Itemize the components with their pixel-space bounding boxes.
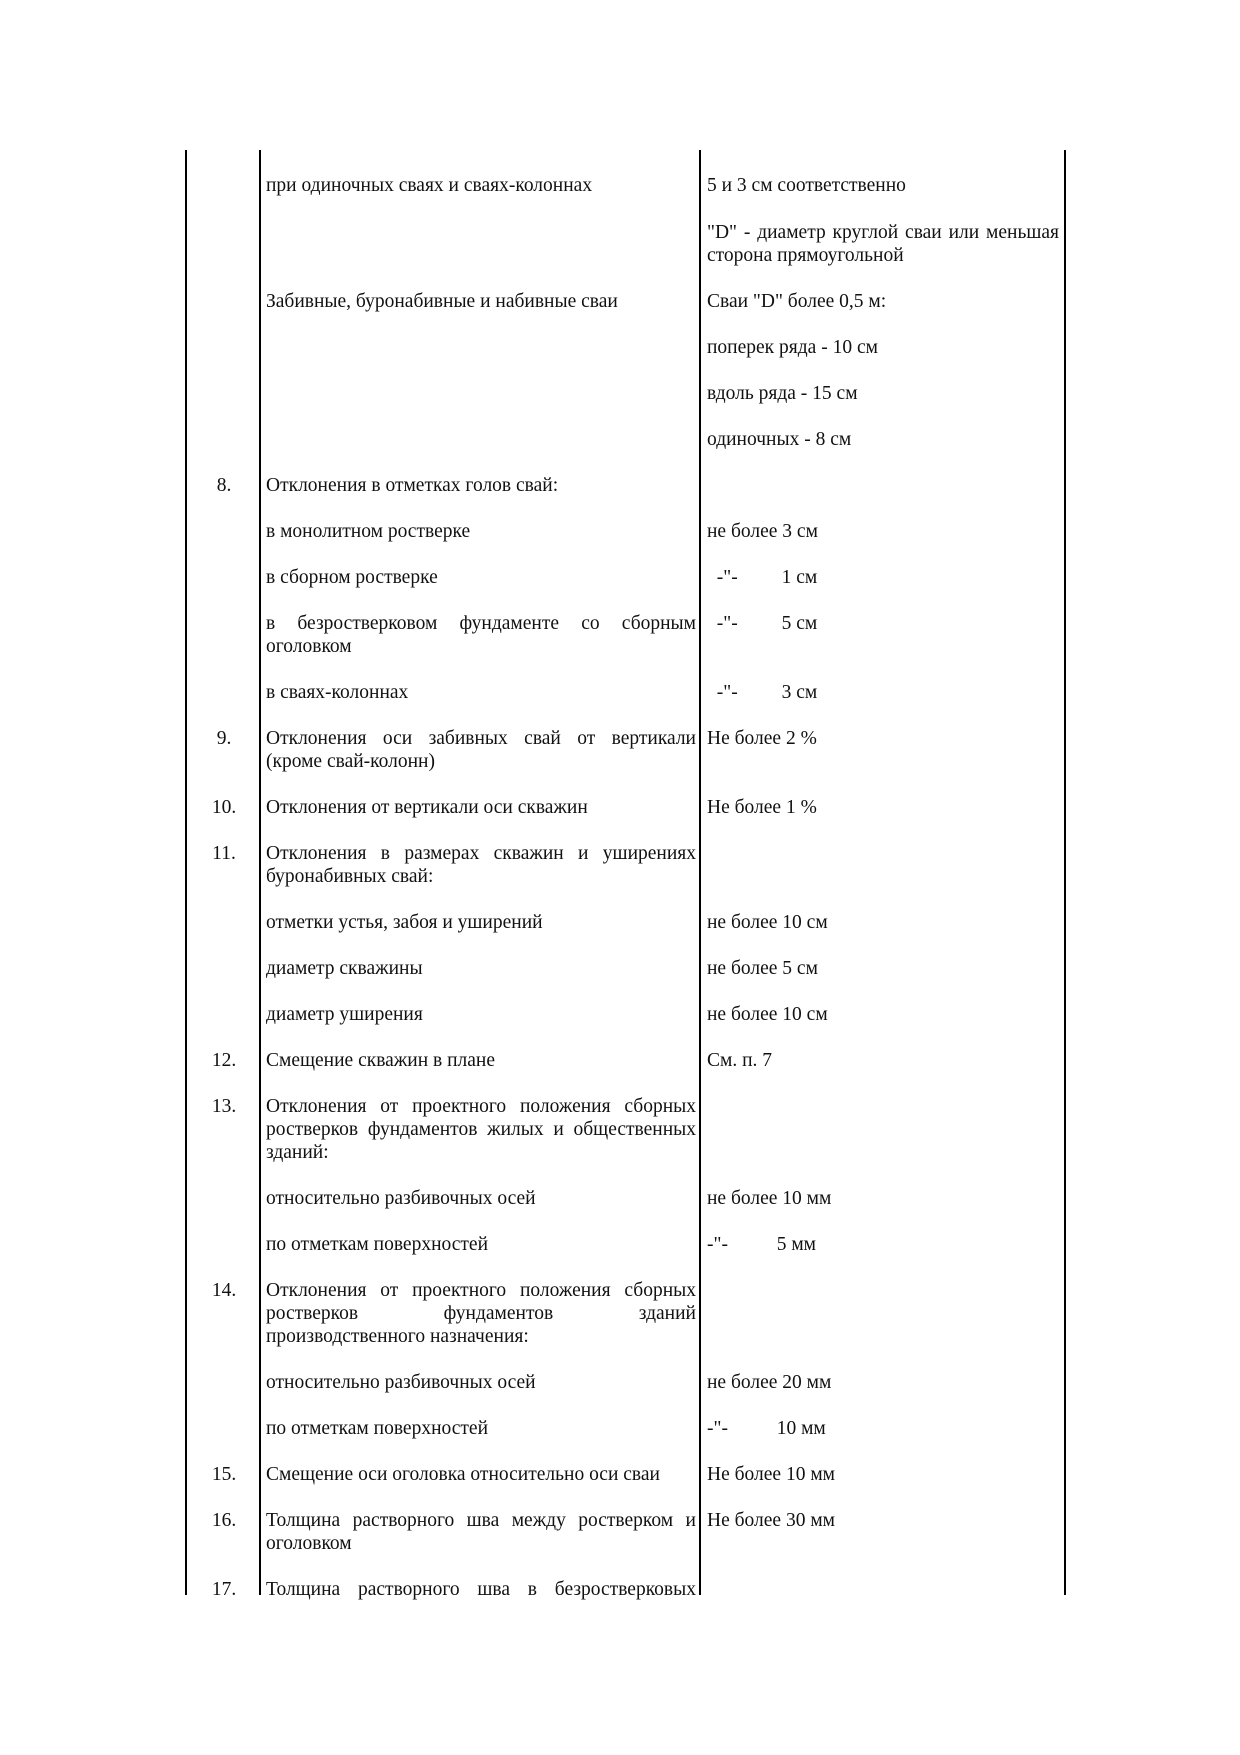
row-number: 8. bbox=[216, 475, 232, 496]
table-divider-1 bbox=[259, 150, 261, 1595]
row-description: Отклонения от вертикали оси скважин bbox=[266, 797, 588, 818]
row-value: не более 3 см bbox=[707, 521, 818, 542]
row-value: одиночных - 8 см bbox=[707, 429, 852, 450]
row-number: 9. bbox=[216, 728, 232, 749]
row-value: Сваи "D" более 0,5 м: bbox=[707, 291, 887, 312]
row-description: диаметр скважины bbox=[266, 958, 423, 979]
row-description: Отклонения от проектного положения сборных ростверков фундаментов жилых и общественных зданий: bbox=[266, 1096, 696, 1163]
row-value: Не более 10 мм bbox=[707, 1464, 835, 1485]
row-description: Толщина растворного шва между ростверком и оголовком bbox=[266, 1510, 696, 1554]
row-description: Смещение скважин в плане bbox=[266, 1050, 496, 1071]
row-description: в монолитном ростверке bbox=[266, 521, 471, 542]
row-description: Отклонения в отметках голов свай: bbox=[266, 475, 559, 496]
row-description: по отметкам поверхностей bbox=[266, 1234, 489, 1255]
row-value: Не более 30 мм bbox=[707, 1510, 835, 1531]
row-value: -"- 3 см bbox=[707, 682, 818, 703]
row-value: не более 20 мм bbox=[707, 1372, 832, 1393]
row-number: 14. bbox=[211, 1280, 237, 1301]
row-value: не более 5 см bbox=[707, 958, 818, 979]
row-description: диаметр уширения bbox=[266, 1004, 423, 1025]
row-value: вдоль ряда - 15 см bbox=[707, 383, 858, 404]
row-value: См. п. 7 bbox=[707, 1050, 773, 1071]
row-value: Не более 2 % bbox=[707, 728, 817, 749]
row-number: 10. bbox=[211, 797, 237, 818]
row-description: Забивные, буронабивные и набивные сваи bbox=[266, 291, 618, 312]
row-description: по отметкам поверхностей bbox=[266, 1418, 489, 1439]
table-border-left bbox=[185, 150, 187, 1595]
row-description: отметки устья, забоя и уширений bbox=[266, 912, 543, 933]
row-description: в сборном ростверке bbox=[266, 567, 438, 588]
row-description: Отклонения оси забивных свай от вертикали (кроме свай-колонн) bbox=[266, 728, 696, 772]
row-number: 13. bbox=[211, 1096, 237, 1117]
row-description: Толщина растворного шва в безростверковых bbox=[266, 1579, 696, 1600]
row-value: -"- 10 мм bbox=[707, 1418, 826, 1439]
row-value: не более 10 см bbox=[707, 1004, 828, 1025]
row-number: 16. bbox=[211, 1510, 237, 1531]
row-value: не более 10 см bbox=[707, 912, 828, 933]
row-description: при одиночных сваях и сваях-колоннах bbox=[266, 175, 593, 196]
row-value: Не более 1 % bbox=[707, 797, 817, 818]
table-border-right bbox=[1064, 150, 1066, 1595]
row-description: Отклонения в размерах скважин и уширениях буронабивных свай: bbox=[266, 843, 696, 887]
row-description: Смещение оси оголовка относительно оси сваи bbox=[266, 1464, 660, 1485]
row-value: "D" - диаметр круглой сваи или меньшая сторона прямоугольной bbox=[707, 222, 1059, 266]
row-number: 15. bbox=[211, 1464, 237, 1485]
row-description: в сваях-колоннах bbox=[266, 682, 409, 703]
row-value: -"- 5 см bbox=[707, 613, 818, 634]
row-description: относительно разбивочных осей bbox=[266, 1372, 536, 1393]
row-number: 12. bbox=[211, 1050, 237, 1071]
row-value: поперек ряда - 10 см bbox=[707, 337, 878, 358]
row-number: 17. bbox=[211, 1579, 237, 1600]
table-divider-2 bbox=[699, 150, 701, 1595]
row-value: -"- 5 мм bbox=[707, 1234, 817, 1255]
row-description: Отклонения от проектного положения сборных ростверков фундаментов зданий производственного назначения: bbox=[266, 1280, 696, 1347]
row-description: в безростверковом фундаменте со сборным оголовком bbox=[266, 613, 696, 657]
row-value: 5 и 3 см соответственно bbox=[707, 175, 906, 196]
row-number: 11. bbox=[212, 843, 236, 864]
row-value: -"- 1 см bbox=[707, 567, 818, 588]
row-description: относительно разбивочных осей bbox=[266, 1188, 536, 1209]
row-value: не более 10 мм bbox=[707, 1188, 832, 1209]
